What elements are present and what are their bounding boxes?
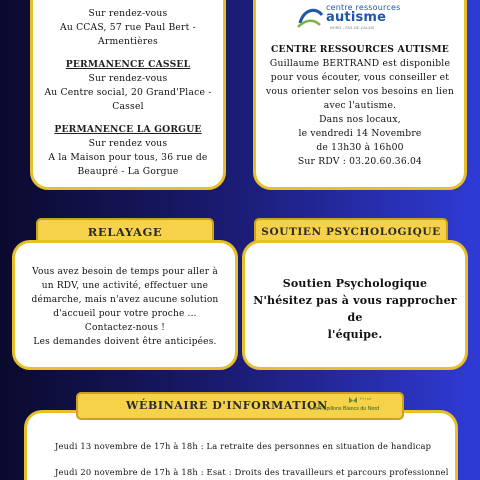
card-permanences xyxy=(30,0,226,190)
relayage-line: Contactez-nous ! xyxy=(84,323,166,333)
soutien-heading-text: SOUTIEN PSYCHOLOGIQUE xyxy=(261,226,441,238)
webinaire-heading xyxy=(76,392,404,420)
relayage-line: Vous avez besoin de temps pour aller à xyxy=(32,267,218,277)
cra-line: de 13h30 à 16h00 xyxy=(316,142,404,153)
cra-logo-line1: centre ressources xyxy=(326,3,401,12)
cra-logo-line2: autisme xyxy=(326,10,387,25)
card-webinaire xyxy=(24,410,458,480)
cra-line: Dans nos locaux, xyxy=(319,114,401,125)
cra-line: avec l'autisme. xyxy=(323,100,397,111)
cra-logo-swirl-icon xyxy=(296,5,324,31)
relayage-line: d'accueil pour votre proche ... xyxy=(53,309,197,319)
gorgue-line2: A la Maison pour tous, 36 rue de xyxy=(48,152,208,163)
cassel-line2: Au Centre social, 20 Grand'Place - xyxy=(44,87,212,98)
webinaire-item: Jeudi 13 novembre de 17h à 18h : La retraite des personnes en situation de handicap xyxy=(55,441,432,451)
armentieres-line2: Au CCAS, 57 rue Paul Bert - Armentières xyxy=(60,22,196,47)
soutien-line: Soutien Psychologique xyxy=(282,277,428,290)
relayage-heading-text: RELAYAGE xyxy=(87,225,163,239)
cassel-title: PERMANENCE CASSEL xyxy=(65,59,191,70)
relayage-line: un RDV, une activité, effectuer une xyxy=(41,281,209,291)
papillons-logo xyxy=(310,396,396,416)
soutien-line: l'équipe. xyxy=(327,328,383,341)
permanence-la-gorgue xyxy=(33,123,223,179)
card-soutien-psychologique xyxy=(242,240,468,370)
cassel-line1: Sur rendez-vous xyxy=(88,73,168,84)
cra-title: CENTRE RESSOURCES AUTISME xyxy=(271,44,449,55)
permanence-armentieres xyxy=(33,7,223,49)
webinaire-item: Jeudi 20 novembre de 17h à 18h : Esat : Droits des travailleurs et parcours professionnel xyxy=(55,467,449,477)
cra-line: le vendredi 14 Novembre xyxy=(298,128,422,139)
papillons-logo-text: Les Papillons Blancs du Nord xyxy=(310,406,380,412)
cra-line: Sur RDV : 03.20.60.36.04 xyxy=(297,156,423,167)
soutien-line: N'hésitez pas à vous rapprocher de xyxy=(253,294,457,324)
cra-logo-line3: NORD - PAS-DE-CALAIS xyxy=(330,26,375,30)
cra-line: pour vous écouter, vous conseiller et xyxy=(270,72,450,83)
permanence-cassel xyxy=(33,58,223,114)
gorgue-title: PERMANENCE LA GORGUE xyxy=(54,124,202,135)
gorgue-line3: Beaupré - La Gorgue xyxy=(77,166,179,177)
cra-logo xyxy=(290,3,430,37)
cra-line: Guillaume BERTRAND est disponible xyxy=(269,58,451,69)
cra-line: vous orienter selon vos besoins en lien xyxy=(265,86,455,97)
webinaire-heading-text: WÉBINAIRE D'INFORMATION xyxy=(126,399,328,412)
relayage-line: Les demandes doivent être anticipées. xyxy=(33,337,217,347)
relayage-line: démarche, mais n'avez aucune solution xyxy=(31,295,219,305)
butterfly-icon xyxy=(348,396,358,406)
card-centre-ressources-autisme xyxy=(253,0,467,190)
papillons-logo-small: Prisé xyxy=(360,396,373,401)
cassel-line3: Cassel xyxy=(112,101,144,112)
gorgue-line1: Sur rendez vous xyxy=(88,138,168,149)
card-relayage xyxy=(12,240,238,370)
armentieres-line1: Sur rendez-vous xyxy=(88,8,168,19)
